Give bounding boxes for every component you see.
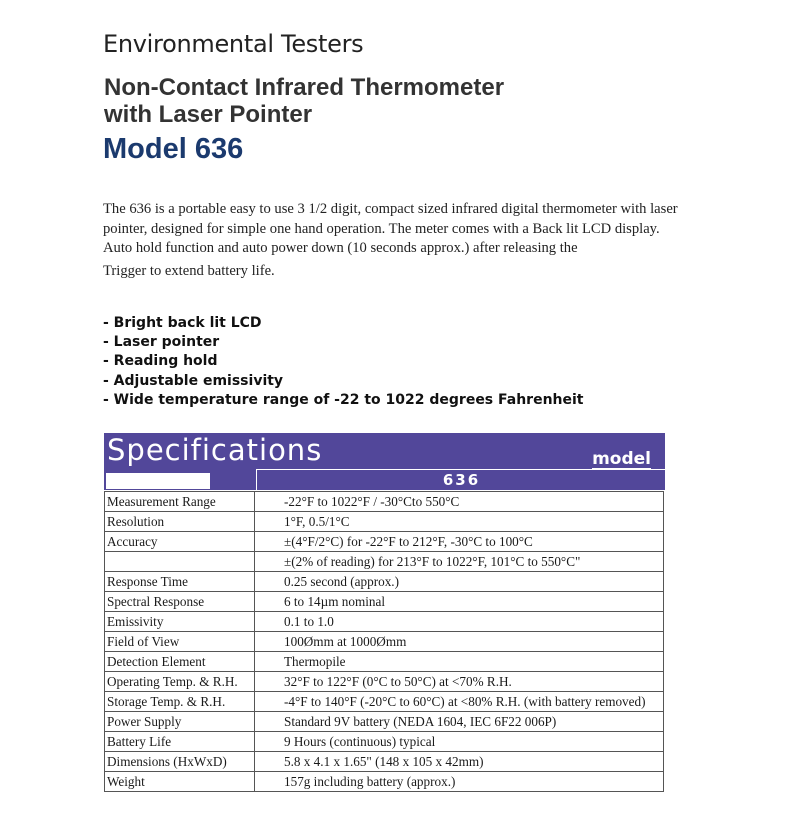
specifications-title: Specifications <box>107 433 323 467</box>
spec-label: Resolution <box>105 512 255 532</box>
spec-label <box>105 552 255 572</box>
spec-value: Standard 9V battery (NEDA 1604, IEC 6F22 006P) <box>255 712 664 732</box>
category-heading: Environmental Testers <box>103 30 364 58</box>
spec-label: Accuracy <box>105 532 255 552</box>
spec-value: ±(2% of reading) for 213°F to 1022°F, 101°C to 550°C" <box>255 552 664 572</box>
spec-value: 9 Hours (continuous) typical <box>255 732 664 752</box>
feature-item: - Laser pointer <box>103 334 220 351</box>
spec-value: 157g including battery (approx.) <box>255 772 664 792</box>
model-heading: Model 636 <box>103 133 244 165</box>
spec-value: ±(4°F/2°C) for -22°F to 212°F, -30°C to 100°C <box>255 532 664 552</box>
table-row <box>105 732 664 752</box>
spec-label: Weight <box>105 772 255 792</box>
spec-label: Response Time <box>105 572 255 592</box>
spec-label: Power Supply <box>105 712 255 732</box>
table-row <box>105 652 664 672</box>
table-row <box>105 692 664 712</box>
spec-value: Thermopile <box>255 652 664 672</box>
specifications-header <box>104 433 665 490</box>
product-description-last-line: Trigger to extend battery life. <box>103 263 275 279</box>
spec-value: 1°F, 0.5/1°C <box>255 512 664 532</box>
spec-label: Emissivity <box>105 612 255 632</box>
header-blank-cell <box>106 473 210 489</box>
table-row <box>105 712 664 732</box>
table-row <box>105 612 664 632</box>
specifications-table <box>104 491 664 792</box>
spec-label: Storage Temp. & R.H. <box>105 692 255 712</box>
feature-item: - Adjustable emissivity <box>103 372 284 389</box>
spec-label: Operating Temp. & R.H. <box>105 672 255 692</box>
product-title <box>104 74 504 128</box>
spec-label: Dimensions (HxWxD) <box>105 752 255 772</box>
feature-item: - Reading hold <box>103 353 218 370</box>
table-row <box>105 592 664 612</box>
table-row <box>105 632 664 652</box>
spec-value: 32°F to 122°F (0°C to 50°C) at <70% R.H. <box>255 672 664 692</box>
spec-value: 100Ømm at 1000Ømm <box>255 632 664 652</box>
table-row <box>105 512 664 532</box>
spec-label: Battery Life <box>105 732 255 752</box>
spec-label: Spectral Response <box>105 592 255 612</box>
table-row <box>105 772 664 792</box>
model-label: model <box>592 449 651 469</box>
table-row <box>105 572 664 592</box>
spec-value: 5.8 x 4.1 x 1.65" (148 x 105 x 42mm) <box>255 752 664 772</box>
product-description: The 636 is a portable easy to use 3 1/2 digit, compact sized infrared digital thermometer with laser pointer, designed for simple one hand operation. The meter comes with a Back lit LCD display. Auto hold function and auto power down (10 seconds approx.) after releasing the <box>103 201 678 256</box>
table-row <box>105 552 664 572</box>
spec-label: Field of View <box>105 632 255 652</box>
spec-value: 0.25 second (approx.) <box>255 572 664 592</box>
table-row <box>105 672 664 692</box>
feature-item: - Wide temperature range of -22 to 1022 degrees Fahrenheit <box>103 391 584 408</box>
spec-label: Measurement Range <box>105 492 255 512</box>
spec-value: -22°F to 1022°F / -30°Cto 550°C <box>255 492 664 512</box>
model-column-header: 636 <box>256 469 666 491</box>
spec-value: -4°F to 140°F (-20°C to 60°C) at <80% R.H. (with battery removed) <box>255 692 664 712</box>
table-row <box>105 492 664 512</box>
spec-value: 0.1 to 1.0 <box>255 612 664 632</box>
product-title-line2: with Laser Pointer <box>104 101 313 128</box>
feature-item: - Bright back lit LCD <box>103 315 262 331</box>
product-title-line1: Non-Contact Infrared Thermometer <box>104 74 505 101</box>
spec-label: Detection Element <box>105 652 255 672</box>
table-row <box>105 752 664 772</box>
spec-value: 6 to 14µm nominal <box>255 592 664 612</box>
feature-list <box>103 314 584 410</box>
table-row <box>105 532 664 552</box>
